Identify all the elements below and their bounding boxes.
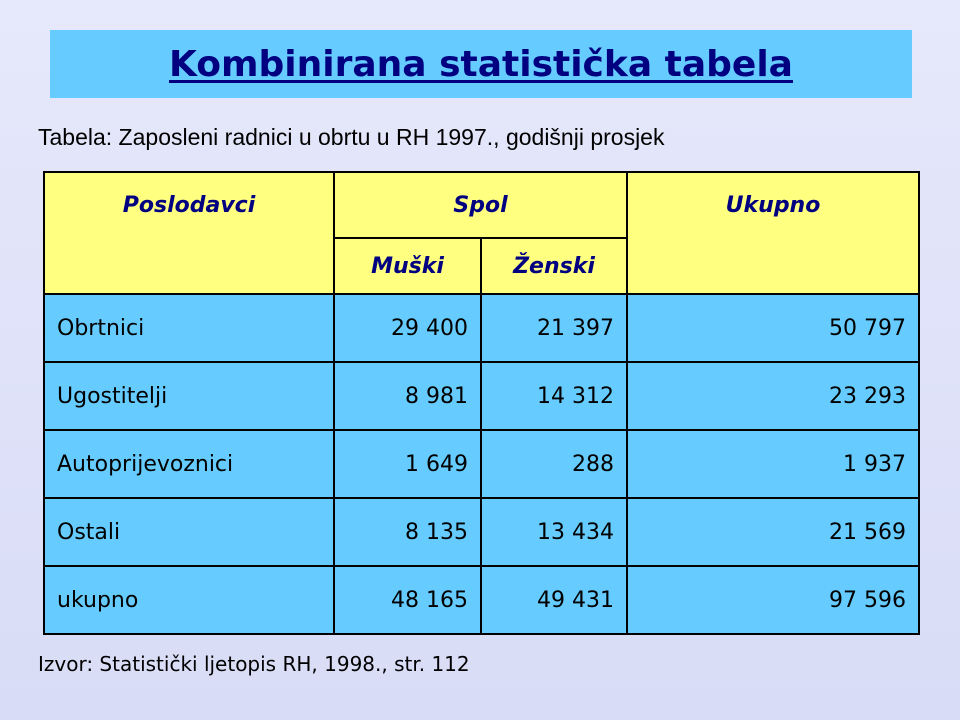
source-note: Izvor: Statistički ljetopis RH, 1998., str. 112	[38, 652, 470, 676]
header-employers: Poslodavci	[44, 172, 334, 238]
cell-male: 8 135	[334, 498, 481, 566]
cell-total: 23 293	[627, 362, 919, 430]
cell-male: 8 981	[334, 362, 481, 430]
table-row	[44, 362, 919, 430]
header-female: Ženski	[481, 238, 627, 294]
header-employers-spacer	[44, 238, 334, 294]
cell-female: 288	[481, 430, 627, 498]
header-gender: Spol	[334, 172, 627, 238]
row-label: Obrtnici	[44, 294, 334, 362]
header-male: Muški	[334, 238, 481, 294]
statistics-table	[43, 171, 920, 635]
header-total-spacer	[627, 238, 919, 294]
cell-female: 49 431	[481, 566, 627, 634]
row-label: Ostali	[44, 498, 334, 566]
row-label: ukupno	[44, 566, 334, 634]
cell-male: 29 400	[334, 294, 481, 362]
cell-female: 21 397	[481, 294, 627, 362]
table-row	[44, 294, 919, 362]
cell-total: 1 937	[627, 430, 919, 498]
cell-total: 50 797	[627, 294, 919, 362]
cell-female: 13 434	[481, 498, 627, 566]
row-label: Ugostitelji	[44, 362, 334, 430]
cell-male: 48 165	[334, 566, 481, 634]
page-title: Kombinirana statistička tabela	[169, 43, 793, 85]
cell-female: 14 312	[481, 362, 627, 430]
table-row	[44, 430, 919, 498]
cell-total: 97 596	[627, 566, 919, 634]
header-total: Ukupno	[627, 172, 919, 238]
table-row	[44, 498, 919, 566]
table-caption: Tabela: Zaposleni radnici u obrtu u RH 1997., godišnji prosjek	[38, 124, 665, 150]
cell-total: 21 569	[627, 498, 919, 566]
table-row-total	[44, 566, 919, 634]
cell-male: 1 649	[334, 430, 481, 498]
row-label: Autoprijevoznici	[44, 430, 334, 498]
title-bar	[50, 30, 912, 98]
